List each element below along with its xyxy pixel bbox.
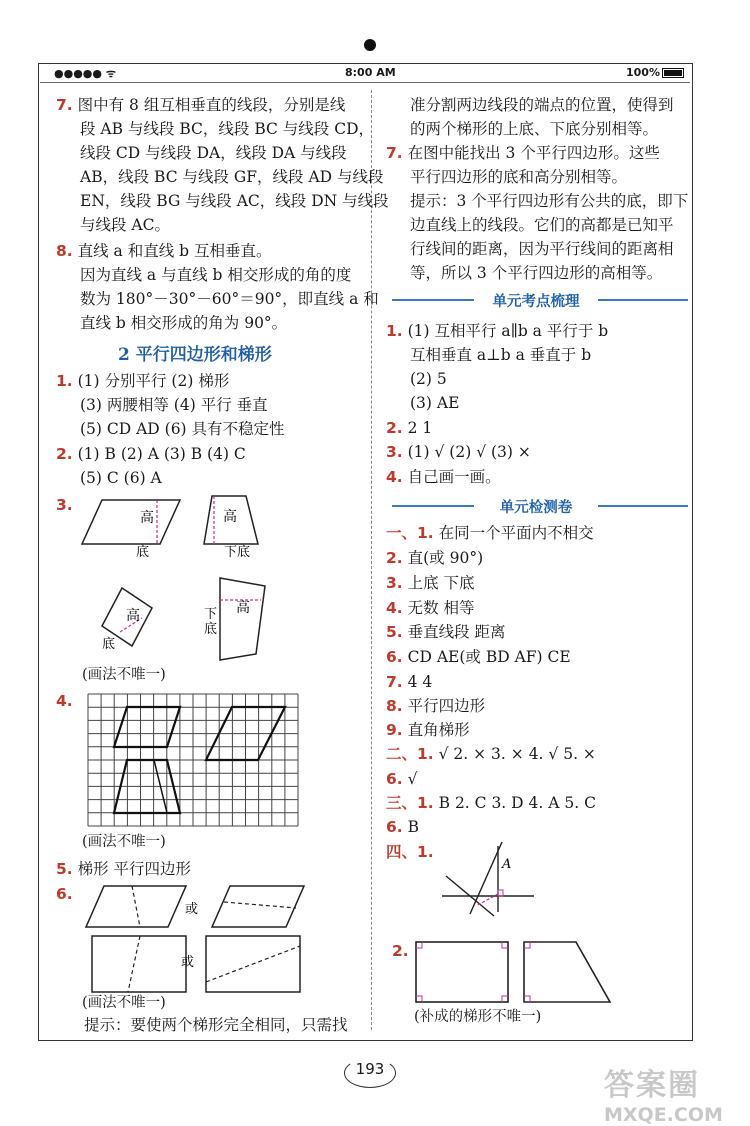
figure-note: (补成的梯形不唯一) xyxy=(414,1009,542,1025)
answer-line: 8. 平行四边形 xyxy=(386,697,486,715)
text-line: 边直线上的线段。它们的高都是已知平 xyxy=(410,216,674,234)
height-label: 高 xyxy=(223,509,237,525)
height-label: 高 xyxy=(236,600,250,616)
perpendicular-figure xyxy=(440,840,540,920)
answer-line: 7. 4 4 xyxy=(386,673,433,691)
text-line: 行线间的距离，因为平行线间的距离相 xyxy=(410,240,674,258)
battery-percent: 100% xyxy=(626,66,660,79)
answer-line: 一、1. 在同一个平面内不相交 xyxy=(386,524,594,542)
signal-icon: ●●●●● ᯤ xyxy=(54,67,116,80)
figure-note: (画法不唯一) xyxy=(82,834,166,850)
answer-line: (2) 5 xyxy=(410,370,447,388)
answer-line: 6. B xyxy=(386,818,420,836)
answer-line: 1. (1) 互相平行 a∥b a 平行于 b xyxy=(386,322,609,340)
front-camera xyxy=(364,39,376,51)
text-line: 因为直线 a 与直线 b 相交形成的角的度 xyxy=(80,266,352,284)
answer-line: 4. 自己画一画。 xyxy=(386,468,501,486)
text-line: 线段 CD 与线段 DA，线段 DA 与线段 xyxy=(80,144,347,162)
or-label: 或 xyxy=(181,955,195,970)
answer-line: 三、1. B 2. C 3. D 4. A 5. C xyxy=(386,794,596,812)
status-time: 8:00 AM xyxy=(345,66,396,79)
height-label: 高 xyxy=(126,608,140,624)
question-number: 6. xyxy=(56,885,73,903)
battery-icon xyxy=(662,68,684,78)
text-line: 的两个梯形的上底、下底分别相等。 xyxy=(410,120,659,138)
q3-figures xyxy=(80,490,370,670)
figure-note: (画法不唯一) xyxy=(82,667,166,683)
text-line: 准分割两边线段的端点的位置，使得到 xyxy=(410,96,674,114)
banner-title: 单元考点梳理 xyxy=(492,294,580,310)
answer-line: 4. 无数 相等 xyxy=(386,599,475,617)
column-divider xyxy=(371,90,372,1030)
q2-figures xyxy=(414,938,620,1008)
answer-line: 5. 垂直线段 距离 xyxy=(386,623,506,641)
answer-line: 6. √ xyxy=(386,770,418,788)
text-line: 等，所以 3 个平行四边形的高相等。 xyxy=(410,264,663,282)
status-divider xyxy=(40,82,690,83)
answer-line: 互相垂直 a⊥b a 垂直于 b xyxy=(410,346,592,364)
base-label: 下底 xyxy=(224,545,251,560)
base-label: 底 xyxy=(204,622,218,637)
text-line: 数为 180°－30°－60°＝90°，即直线 a 和 xyxy=(80,290,379,308)
parallelogram-shape xyxy=(82,500,180,544)
answer-line: 四、1. xyxy=(386,843,434,861)
text-line: 直线 b 相交形成的角为 90°。 xyxy=(80,314,288,332)
base-label: 底 xyxy=(136,545,150,560)
question-number: 2. xyxy=(392,942,409,960)
answer-line: 二、1. √ 2. × 3. × 4. √ 5. × xyxy=(386,745,596,763)
text-line: AB，线段 BC 与线段 GF，线段 AD 与线段 xyxy=(80,168,384,186)
answer-line: (3) AE xyxy=(410,394,460,412)
base-label: 底 xyxy=(102,637,116,652)
text-line: 段 AB 与线段 BC，线段 BC 与线段 CD， xyxy=(80,120,375,138)
answer-line: 2. (1) B (2) A (3) B (4) C xyxy=(56,445,246,463)
or-label: 或 xyxy=(185,902,199,917)
section-title: 2 平行四边形和梯形 xyxy=(118,345,272,365)
answer-line: (5) CD AD (6) 具有不稳定性 xyxy=(80,420,285,438)
answer-line: 2. 2 1 xyxy=(386,419,433,437)
text-line: 平行四边形的底和高分别相等。 xyxy=(410,168,628,186)
answer-line: 6. CD AE(或 BD AF) CE xyxy=(386,648,571,666)
answer-line: 2. 直(或 90°) xyxy=(386,549,484,567)
answer-line: 9. 直角梯形 xyxy=(386,721,470,739)
q4-grid xyxy=(88,694,300,828)
height-label: 高 xyxy=(140,510,154,526)
answer-line: (3) 两腰相等 (4) 平行 垂直 xyxy=(80,396,268,414)
text-line: 8. 直线 a 和直线 b 互相垂直。 xyxy=(56,242,272,260)
base-label: 下 xyxy=(204,607,218,622)
figure-note: (画法不唯一) xyxy=(82,995,166,1011)
drawn-parallelogram xyxy=(114,707,180,747)
question-number: 4. xyxy=(56,692,73,710)
question-number: 3. xyxy=(56,496,73,514)
text-line: 与线段 AC。 xyxy=(80,216,170,234)
point-label: A xyxy=(502,857,512,872)
text-line: 提示：3 个平行四边形有公共的底，即下 xyxy=(410,192,689,210)
answer-line: 5. 梯形 平行四边形 xyxy=(56,860,192,878)
status-bar xyxy=(40,66,690,82)
watermark: 答案圈 MXQE.COM xyxy=(604,1068,723,1126)
text-line: EN，线段 BG 与线段 AC，线段 DN 与线段 xyxy=(80,192,389,210)
answer-line: (5) C (6) A xyxy=(80,469,162,487)
answer-line: 3. (1) √ (2) √ (3) × xyxy=(386,443,531,461)
page-number: 193 xyxy=(344,1052,396,1082)
section-banner xyxy=(392,290,688,310)
answer-line: 3. 上底 下底 xyxy=(386,574,475,592)
right-trapezoid-shape xyxy=(220,578,265,660)
answer-line: 1. (1) 分别平行 (2) 梯形 xyxy=(56,372,230,390)
banner-title: 单元检测卷 xyxy=(499,500,573,516)
section-banner xyxy=(392,496,688,516)
text-line: 7. 图中有 8 组互相垂直的线段，分别是线 xyxy=(56,96,346,114)
tip-line: 提示：要使两个梯形完全相同，只需找 xyxy=(84,1016,348,1034)
text-line: 7. 在图中能找出 3 个平行四边形。这些 xyxy=(386,144,660,162)
